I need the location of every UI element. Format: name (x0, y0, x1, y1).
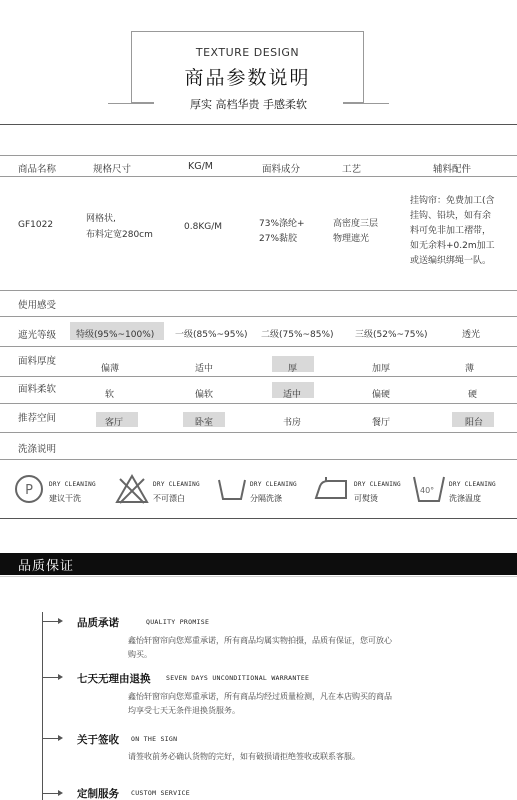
weight-value: 0.8KG/M (184, 222, 222, 232)
guarantee-item-title: 品质承诺 (77, 617, 119, 629)
softness-option: 硬 (468, 390, 478, 400)
softness-option: 软 (105, 390, 115, 400)
accessory-value-line1: 挂钩帘：免费加工(含 (410, 196, 495, 206)
guarantee-item-body-line1: 请签收前务必确认货物的完好，如有破损请拒绝签收或联系客服。 (128, 752, 360, 761)
care-cn-label: 可熨烫 (354, 494, 378, 503)
thickness-option: 加厚 (372, 364, 391, 374)
guarantee-item-en: CUSTOM SERVICE (131, 789, 190, 797)
header-english-title: TEXTURE DESIGN (195, 46, 300, 59)
iron-icon (312, 476, 352, 502)
thickness-option: 适中 (195, 364, 214, 374)
accessory-value-line3: 料可免非加工褶带， (410, 226, 492, 236)
divider (0, 316, 517, 317)
guarantee-item-en: QUALITY PROMISE (146, 618, 210, 626)
shading-option: 三级(52%~75%) (355, 330, 428, 340)
accessory-value-line5: 或送编织绑绳一队。 (410, 256, 492, 266)
shading-option: 二级(75%~85%) (261, 330, 334, 340)
space-option: 客厅 (105, 418, 124, 428)
timeline-tick (42, 621, 58, 622)
divider (0, 376, 517, 377)
care-cn-label: 分隔洗涤 (250, 494, 282, 503)
header-line-right (343, 103, 389, 104)
softness-label: 面料柔软 (18, 384, 57, 395)
care-cn-label: 洗涤温度 (449, 494, 481, 503)
divider (0, 403, 517, 404)
divider (0, 155, 517, 156)
space-option: 阳台 (465, 418, 484, 428)
shading-option: 特级(95%~100%) (76, 330, 155, 340)
shading-option: 透光 (462, 330, 481, 340)
guarantee-item-en: SEVEN DAYS UNCONDITIONAL WARRANTEE (166, 674, 310, 682)
guarantee-item-body-line1: 鑫怡轩窗帘向您郑重承诺，所有商品均经过质量检测，凡在本店购买的商品 (128, 692, 392, 701)
divider (0, 346, 517, 347)
header-title: 商品参数说明 (184, 67, 311, 89)
wash-temperature: 40° (420, 486, 435, 495)
dry-clean-circle-icon (12, 473, 46, 505)
divider (0, 290, 517, 291)
craft-value-line2: 物理遮光 (333, 234, 370, 244)
shading-option: 一级(85%~95%) (175, 330, 248, 340)
guarantee-section-bar (0, 553, 517, 575)
thickness-label: 面料厚度 (18, 356, 57, 367)
fabric-value-line2: 27%黏胶 (259, 234, 298, 244)
guarantee-item-title: 关于签收 (77, 734, 119, 746)
wash-40-icon (412, 474, 446, 504)
timeline-tick (42, 677, 58, 678)
care-en-label: DRY CLEANING (153, 481, 200, 488)
arrow-right-icon (58, 790, 63, 796)
col-header-craft: 工艺 (342, 164, 362, 175)
care-en-label: DRY CLEANING (49, 481, 96, 488)
arrow-right-icon (58, 618, 63, 624)
svg-text:P: P (25, 483, 33, 498)
space-option: 卧室 (195, 418, 214, 428)
care-title: 洗涤说明 (18, 444, 57, 455)
wash-tub-icon (216, 476, 248, 502)
col-header-name: 商品名称 (18, 164, 57, 175)
softness-option: 偏硬 (372, 390, 391, 400)
size-value-line1: 网格状, (86, 214, 116, 224)
care-cn-label: 建议干洗 (49, 494, 81, 503)
feel-title: 使用感受 (18, 300, 57, 311)
guarantee-item-body-line1: 鑫怡轩窗帘向您郑重承诺，所有商品均属实物拍摄，品质有保证，您可放心 (128, 636, 392, 645)
col-header-weight: KG/M (188, 161, 213, 172)
guarantee-section-title: 品质保证 (18, 559, 75, 574)
care-cn-label: 不可漂白 (153, 494, 185, 503)
space-option: 餐厅 (372, 418, 391, 428)
softness-option: 适中 (283, 390, 302, 400)
space-option: 书房 (283, 418, 302, 428)
col-header-fabric: 面料成分 (262, 164, 301, 175)
arrow-right-icon (58, 674, 63, 680)
col-header-size: 规格尺寸 (93, 164, 132, 175)
care-en-label: DRY CLEANING (354, 481, 401, 488)
guarantee-item-en: ON THE SIGN (131, 735, 178, 743)
thickness-option: 薄 (465, 364, 475, 374)
timeline-tick (42, 738, 58, 739)
divider (0, 124, 517, 125)
size-value-line2: 布料定宽280cm (86, 230, 153, 240)
guarantee-item-body-line2: 购买。 (128, 650, 152, 659)
shading-label: 遮光等级 (18, 330, 57, 341)
no-bleach-icon (114, 473, 150, 505)
accessory-value-line2: 挂钩、铅块，如有余 (410, 211, 492, 221)
arrow-right-icon (58, 735, 63, 741)
header-subtitle: 厚实 高档华贵 手感柔软 (154, 96, 343, 110)
softness-option: 偏软 (195, 390, 214, 400)
guarantee-item-body-line2: 均享受七天无条件退换货服务。 (128, 706, 240, 715)
divider (0, 432, 517, 433)
divider (0, 576, 517, 577)
divider (0, 176, 517, 177)
care-en-label: DRY CLEANING (250, 481, 297, 488)
divider (0, 518, 517, 519)
space-label: 推荐空间 (18, 413, 57, 424)
care-en-label: DRY CLEANING (449, 481, 496, 488)
header-line-left (108, 103, 154, 104)
timeline-tick (42, 793, 58, 794)
divider (0, 459, 517, 460)
accessory-value-line4: 如无余料+0.2m加工 (410, 241, 495, 251)
guarantee-item-title: 定制服务 (77, 788, 119, 800)
product-name-value: GF1022 (18, 220, 54, 230)
guarantee-item-title: 七天无理由退换 (77, 673, 151, 685)
thickness-option: 偏薄 (101, 364, 120, 374)
col-header-accessory: 辅料配件 (433, 164, 472, 175)
timeline-line (42, 612, 43, 800)
thickness-option: 厚 (288, 364, 298, 374)
craft-value-line1: 高密度三层 (333, 219, 379, 229)
fabric-value-line1: 73%涤纶+ (259, 219, 305, 229)
